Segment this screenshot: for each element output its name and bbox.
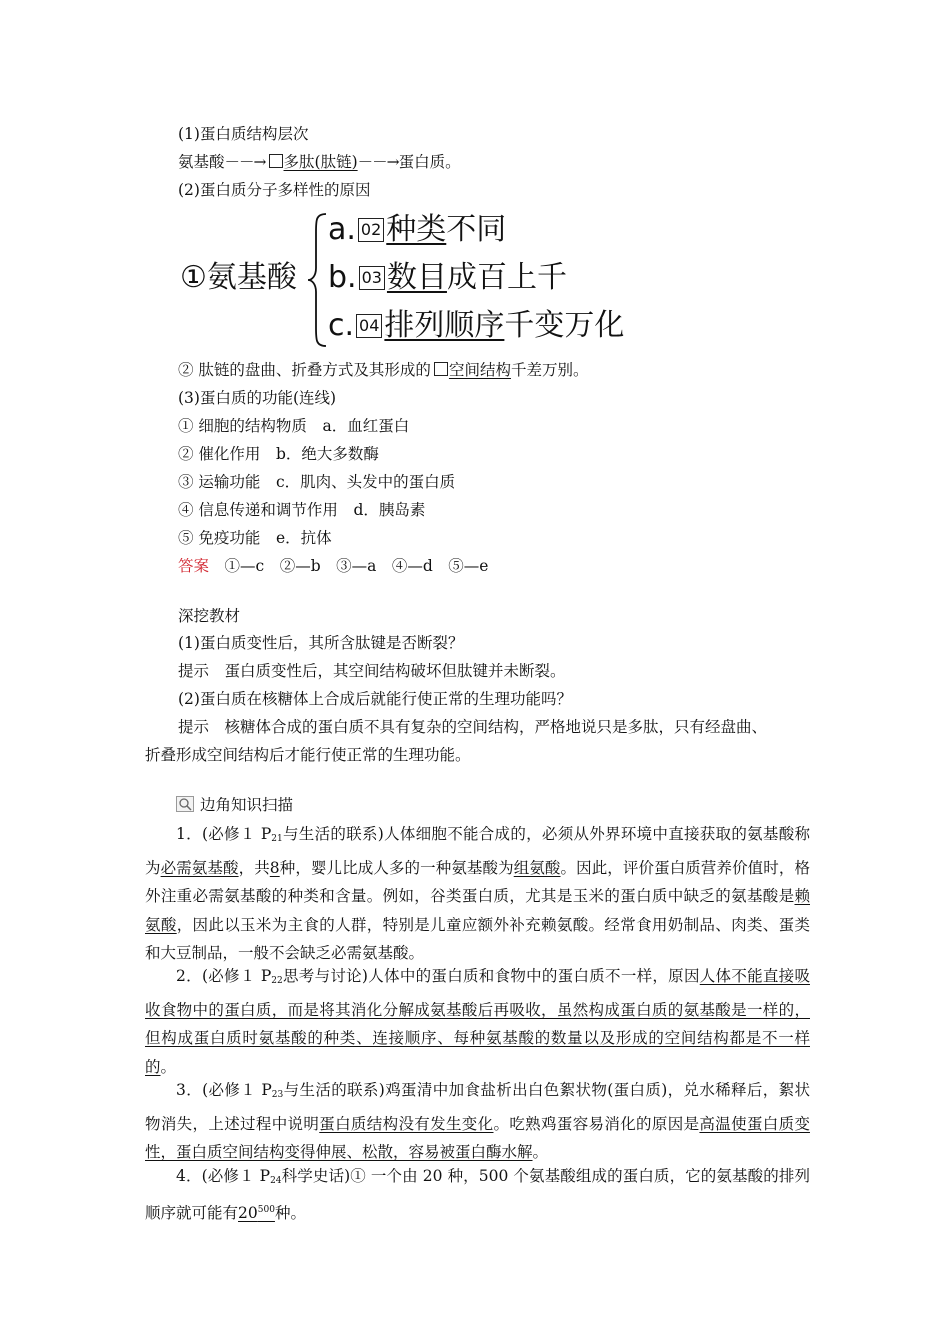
deep-answer-2-cont: 折叠形成空间结构后才能行使正常的生理功能。	[145, 746, 471, 764]
number-tag: 02	[358, 218, 384, 242]
answer-label: 答案	[178, 557, 210, 575]
brace-icon	[306, 212, 328, 348]
structure-heading: (1)蛋白质结构层次	[178, 125, 309, 143]
scan-paragraph-3: 3．(必修１ $P_{23}$与生活的联系)鸡蛋清中加食盐析出白色絮状物(蛋白质)，兑水稀释后，絮状物消失，上述过程中说明蛋白质结构没有发生变化。吃熟鸡蛋容易消化的原因是高温使蛋白质变性，蛋白质空间结构变得伸展、松散，容易被蛋白酶水解。	[145, 1081, 810, 1161]
scan-paragraph-1: 1．(必修１ $P_{21}$与生活的联系)人体细胞不能合成的，必须从外界环境中直接获取的氨基酸称为必需氨基酸，共8种，婴儿比成人多的一种氨基酸为组氨酸。因此，评价蛋白质营养价值时，格外注重必需氨基酸的种类和含量。例如，谷类蛋白质，尤其是玉米的蛋白质中缺乏的氨基酸是赖氨酸，因此以玉米为主食的人群，特别是儿童应额外补充赖氨酸。经常食用奶制品、肉类、蛋类和大豆制品，一般不会缺乏必需氨基酸。	[145, 825, 810, 962]
chain-end: 蛋白质。	[398, 153, 461, 171]
diagram-item-b: b. 03 数目成百上千	[328, 260, 567, 295]
diagram-item-a: a. 02 种类不同	[328, 212, 507, 247]
diversity-diagram	[176, 208, 656, 348]
function-row: ① 细胞的结构物质 a．血红蛋白	[178, 417, 410, 435]
deep-question-1: (1)蛋白质变性后，其所含肽键是否断裂？	[178, 634, 464, 652]
diversity-line2: ② 肽链的盘曲、折叠方式及其形成的 空间结构千差万别。	[178, 361, 589, 379]
chain-start: 氨基酸	[178, 153, 225, 171]
answer-line	[178, 556, 488, 576]
functions-heading: (3)蛋白质的功能(连线)	[178, 389, 337, 407]
deep-heading: 深挖教材	[178, 607, 241, 625]
scan-heading: 边角知识扫描	[176, 795, 293, 815]
function-row: ④ 信息传递和调节作用 d．胰岛素	[178, 501, 426, 519]
diversity-heading: (2)蛋白质分子多样性的原因	[178, 181, 371, 199]
answer-text: ①—c ②—b ③—a ④—d ⑤—e	[224, 557, 489, 575]
function-row: ② 催化作用 b．绝大多数酶	[178, 445, 379, 463]
function-row: ③ 运输功能 c．肌肉、头发中的蛋白质	[178, 473, 456, 491]
function-row: ⑤ 免疫功能 e．抗体	[178, 529, 332, 547]
arrow-icon: －－→	[357, 153, 399, 171]
deep-answer-2: 提示 核糖体合成的蛋白质不具有复杂的空间结构，严格地说只是多肽，只有经盘曲、	[178, 718, 768, 736]
diagram-root: ①氨基酸	[180, 260, 297, 295]
blank-box-icon	[269, 154, 283, 168]
diagram-item-c: c. 04 排列顺序千变万化	[328, 308, 625, 343]
number-tag: 04	[356, 314, 382, 338]
blank-box-icon	[434, 362, 448, 376]
magnifier-icon	[176, 796, 194, 812]
deep-answer-1: 提示 蛋白质变性后，其空间结构破坏但肽键并未断裂。	[178, 662, 566, 680]
scan-paragraph-2: 2．(必修１ $P_{22}$思考与讨论)人体中的蛋白质和食物中的蛋白质不一样，原因人体不能直接吸收食物中的蛋白质，而是将其消化分解成氨基酸后再吸收，虽然构成蛋白质的氨基酸是一样的，但构成蛋白质时氨基酸的种类、连接顺序、每种氨基酸的数量以及形成的空间结构都是不一样的。	[145, 967, 810, 1076]
scan-paragraph-4: 4．(必修１ $P_{24}$科学史话)① 一个由 20 种，500 个氨基酸组成的蛋白质，它的氨基酸的排列顺序就可能有$20^{500}$种。	[145, 1167, 810, 1222]
structure-chain	[178, 152, 461, 172]
number-tag: 03	[359, 266, 385, 290]
chain-mid: 多肽(肽链)	[283, 153, 358, 171]
deep-question-2: (2)蛋白质在核糖体上合成后就能行使正常的生理功能吗？	[178, 690, 572, 708]
arrow-icon: －－→	[224, 153, 266, 171]
